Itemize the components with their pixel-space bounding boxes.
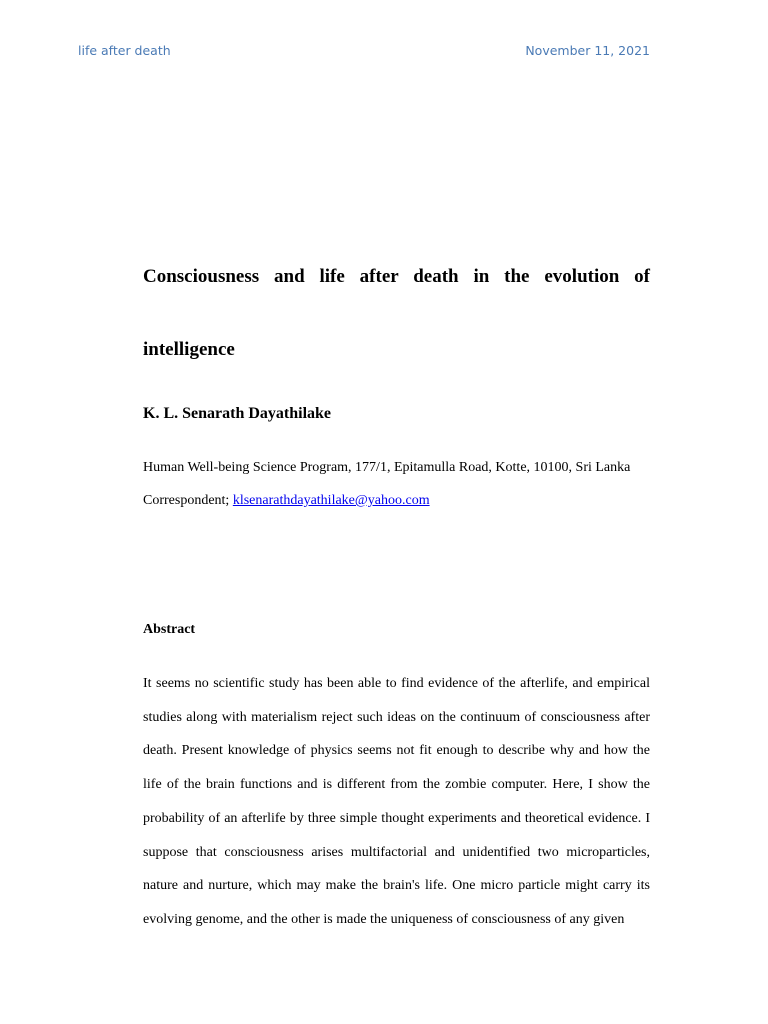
- correspondent-label: Correspondent;: [143, 493, 233, 508]
- running-header: [78, 43, 650, 61]
- author-affiliation: Human Well-being Science Program, 177/1, Epitamulla Road, Kotte, 10100, Sri Lanka: [143, 460, 631, 475]
- email-link[interactable]: klsenarathdayathilake@yahoo.com: [232, 493, 430, 508]
- correspondent-line: [143, 492, 430, 510]
- author-name: K. L. Senarath Dayathilake: [143, 405, 332, 422]
- header-short-title: life after death: [78, 43, 171, 58]
- abstract-body: It seems no scientific study has been able to find evidence of the afterlife, and empirical studies along with materialism reject such ideas on the continuum of consciousness after death. Present knowledge of physics seems not fit enough to describe why and how the life of the brain functions and is different from the zombie computer. Here, I show the probability of an afterlife by three simple thought experiments and theoretical evidence. I suppose that consciousness arises multifactorial and unidentified two microparticles, nature and nurture, which may make the brain's life. One micro particle might carry its evolving genome, and the other is made the uniqueness of consciousness of any given: [143, 676, 650, 927]
- header-date: November 11, 2021: [525, 43, 650, 58]
- abstract-heading: Abstract: [143, 622, 196, 637]
- paper-title: Consciousness and life after death in the evolution of intelligence: [143, 266, 650, 360]
